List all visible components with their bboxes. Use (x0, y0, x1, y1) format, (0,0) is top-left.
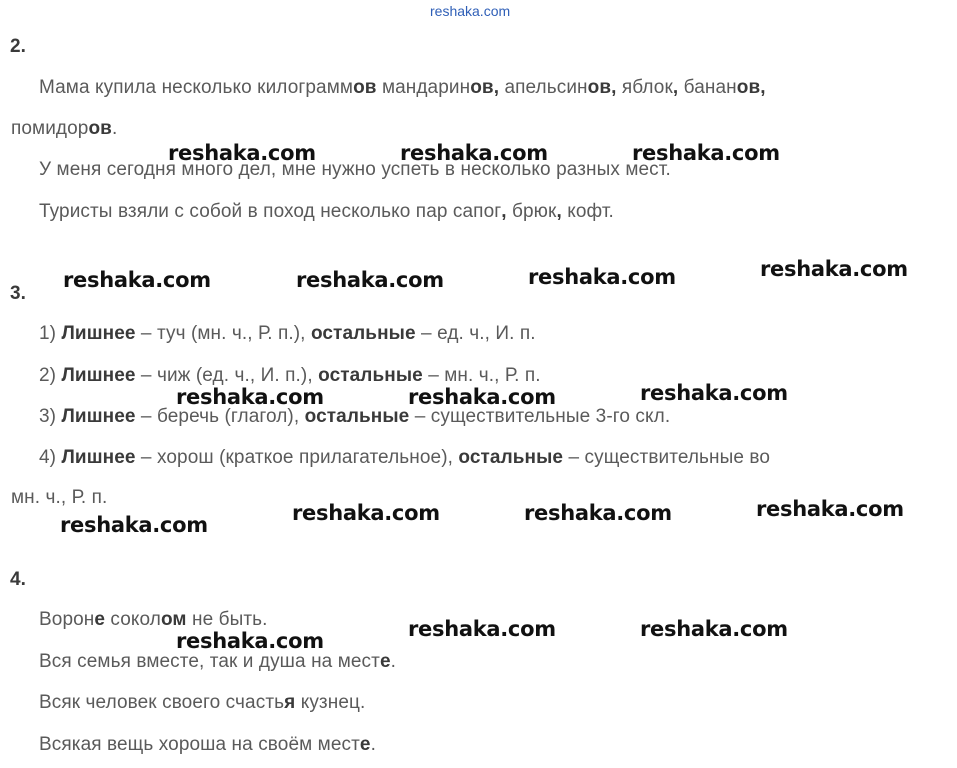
bold-text-segment: Лишнее (61, 323, 136, 344)
text-segment: яблок (616, 77, 673, 98)
text-segment: – мн. ч., Р. п. (422, 365, 541, 386)
text-segment: – ед. ч., И. п. (415, 323, 536, 344)
text-segment: – беречь (глагол), (135, 406, 305, 427)
bold-text-segment: остальные (310, 323, 416, 344)
text-segment: сокол (105, 609, 161, 630)
text-segment: – существительные 3-го скл. (409, 406, 671, 427)
text-segment: 3) (39, 406, 62, 427)
watermark: reshaka.com (632, 141, 780, 165)
text-segment: мандарин (376, 77, 471, 98)
bold-text-segment: ов, (736, 77, 766, 98)
bold-text-segment: остальные (304, 406, 410, 427)
section-4-line-3 (39, 692, 365, 714)
bold-text-segment: Лишнее (61, 406, 136, 427)
bold-text-segment: ов (88, 118, 112, 139)
text-segment: банан (678, 77, 737, 98)
bold-text-segment: е (94, 609, 106, 630)
watermark: reshaka.com (296, 268, 444, 292)
watermark: reshaka.com (524, 501, 672, 525)
text-segment: – чиж (ед. ч., И. п.), (135, 365, 319, 386)
text-segment: – существительные во (563, 447, 771, 468)
watermark: reshaka.com (528, 265, 676, 289)
text-segment: 2) (39, 365, 62, 386)
text-segment: . (370, 734, 376, 755)
section-4-line-4 (39, 734, 376, 756)
bold-text-segment: е (379, 651, 391, 672)
text-segment: . (390, 651, 397, 672)
section-2-line-2 (11, 118, 117, 140)
bold-text-segment: ов, (470, 77, 500, 98)
text-segment: Мама купила несколько килограмм (39, 77, 354, 98)
text-segment: кузнец. (295, 692, 366, 713)
site-watermark-top[interactable]: reshaka.com (430, 3, 511, 19)
text-segment: брюк (506, 201, 557, 222)
text-segment: апельсин (499, 77, 588, 98)
section-3-line-4 (39, 447, 770, 469)
section-3-line-1 (39, 323, 536, 345)
section-3-number: 3. (10, 283, 26, 304)
text-segment: 4) (39, 447, 62, 468)
text-segment: У меня сегодня много дел, мне нужно успеть в несколько разных мест. (39, 159, 671, 180)
bold-text-segment: я (284, 692, 296, 713)
watermark: reshaka.com (400, 141, 548, 165)
bold-text-segment: , (501, 201, 507, 222)
watermark: reshaka.com (292, 501, 440, 525)
text-segment: кофт. (561, 201, 614, 222)
section-3-line-2 (39, 365, 541, 387)
bold-text-segment: , (556, 201, 562, 222)
watermark: reshaka.com (760, 257, 908, 281)
section-4-number: 4. (10, 569, 26, 590)
text-segment: помидор (11, 118, 89, 139)
section-2-number: 2. (10, 36, 26, 57)
text-segment: Вся семья вместе, так и душа на мест (39, 651, 380, 672)
watermark: reshaka.com (168, 141, 316, 165)
section-3-line-3 (39, 406, 670, 428)
watermark: reshaka.com (640, 617, 788, 641)
watermark: reshaka.com (408, 385, 556, 409)
section-3-line-5 (11, 487, 107, 509)
watermark: reshaka.com (176, 385, 324, 409)
bold-text-segment: ов (353, 77, 377, 98)
section-2-line-4 (39, 201, 614, 223)
bold-text-segment: ом (160, 609, 187, 630)
watermark: reshaka.com (63, 268, 211, 292)
text-segment: Ворон (39, 609, 95, 630)
watermark: reshaka.com (640, 381, 788, 405)
section-2-line-3 (39, 159, 671, 181)
section-2-line-1 (39, 77, 766, 99)
text-segment: мн. ч., Р. п. (11, 487, 108, 508)
bold-text-segment: е (359, 734, 371, 755)
bold-text-segment: , (672, 77, 679, 98)
bold-text-segment: Лишнее (61, 447, 136, 468)
text-segment: Всяк человек своего счасть (39, 692, 285, 713)
watermark: reshaka.com (176, 629, 324, 653)
text-segment: Туристы взяли с собой в поход несколько пар сапог (39, 201, 502, 222)
text-segment: . (111, 118, 118, 139)
bold-text-segment: ов, (587, 77, 617, 98)
section-4-line-1 (39, 609, 268, 631)
text-segment: – туч (мн. ч., Р. п.), (135, 323, 311, 344)
watermark: reshaka.com (408, 617, 556, 641)
watermark: reshaka.com (756, 497, 904, 521)
text-segment: не быть. (186, 609, 268, 630)
bold-text-segment: Лишнее (61, 365, 136, 386)
text-segment: – хорош (краткое прилагательное), (135, 447, 459, 468)
bold-text-segment: остальные (458, 447, 564, 468)
watermark: reshaka.com (60, 513, 208, 537)
bold-text-segment: остальные (318, 365, 423, 386)
text-segment: 1) (39, 323, 62, 344)
text-segment: Всякая вещь хороша на своём мест (39, 734, 360, 755)
section-4-line-2 (39, 651, 396, 673)
